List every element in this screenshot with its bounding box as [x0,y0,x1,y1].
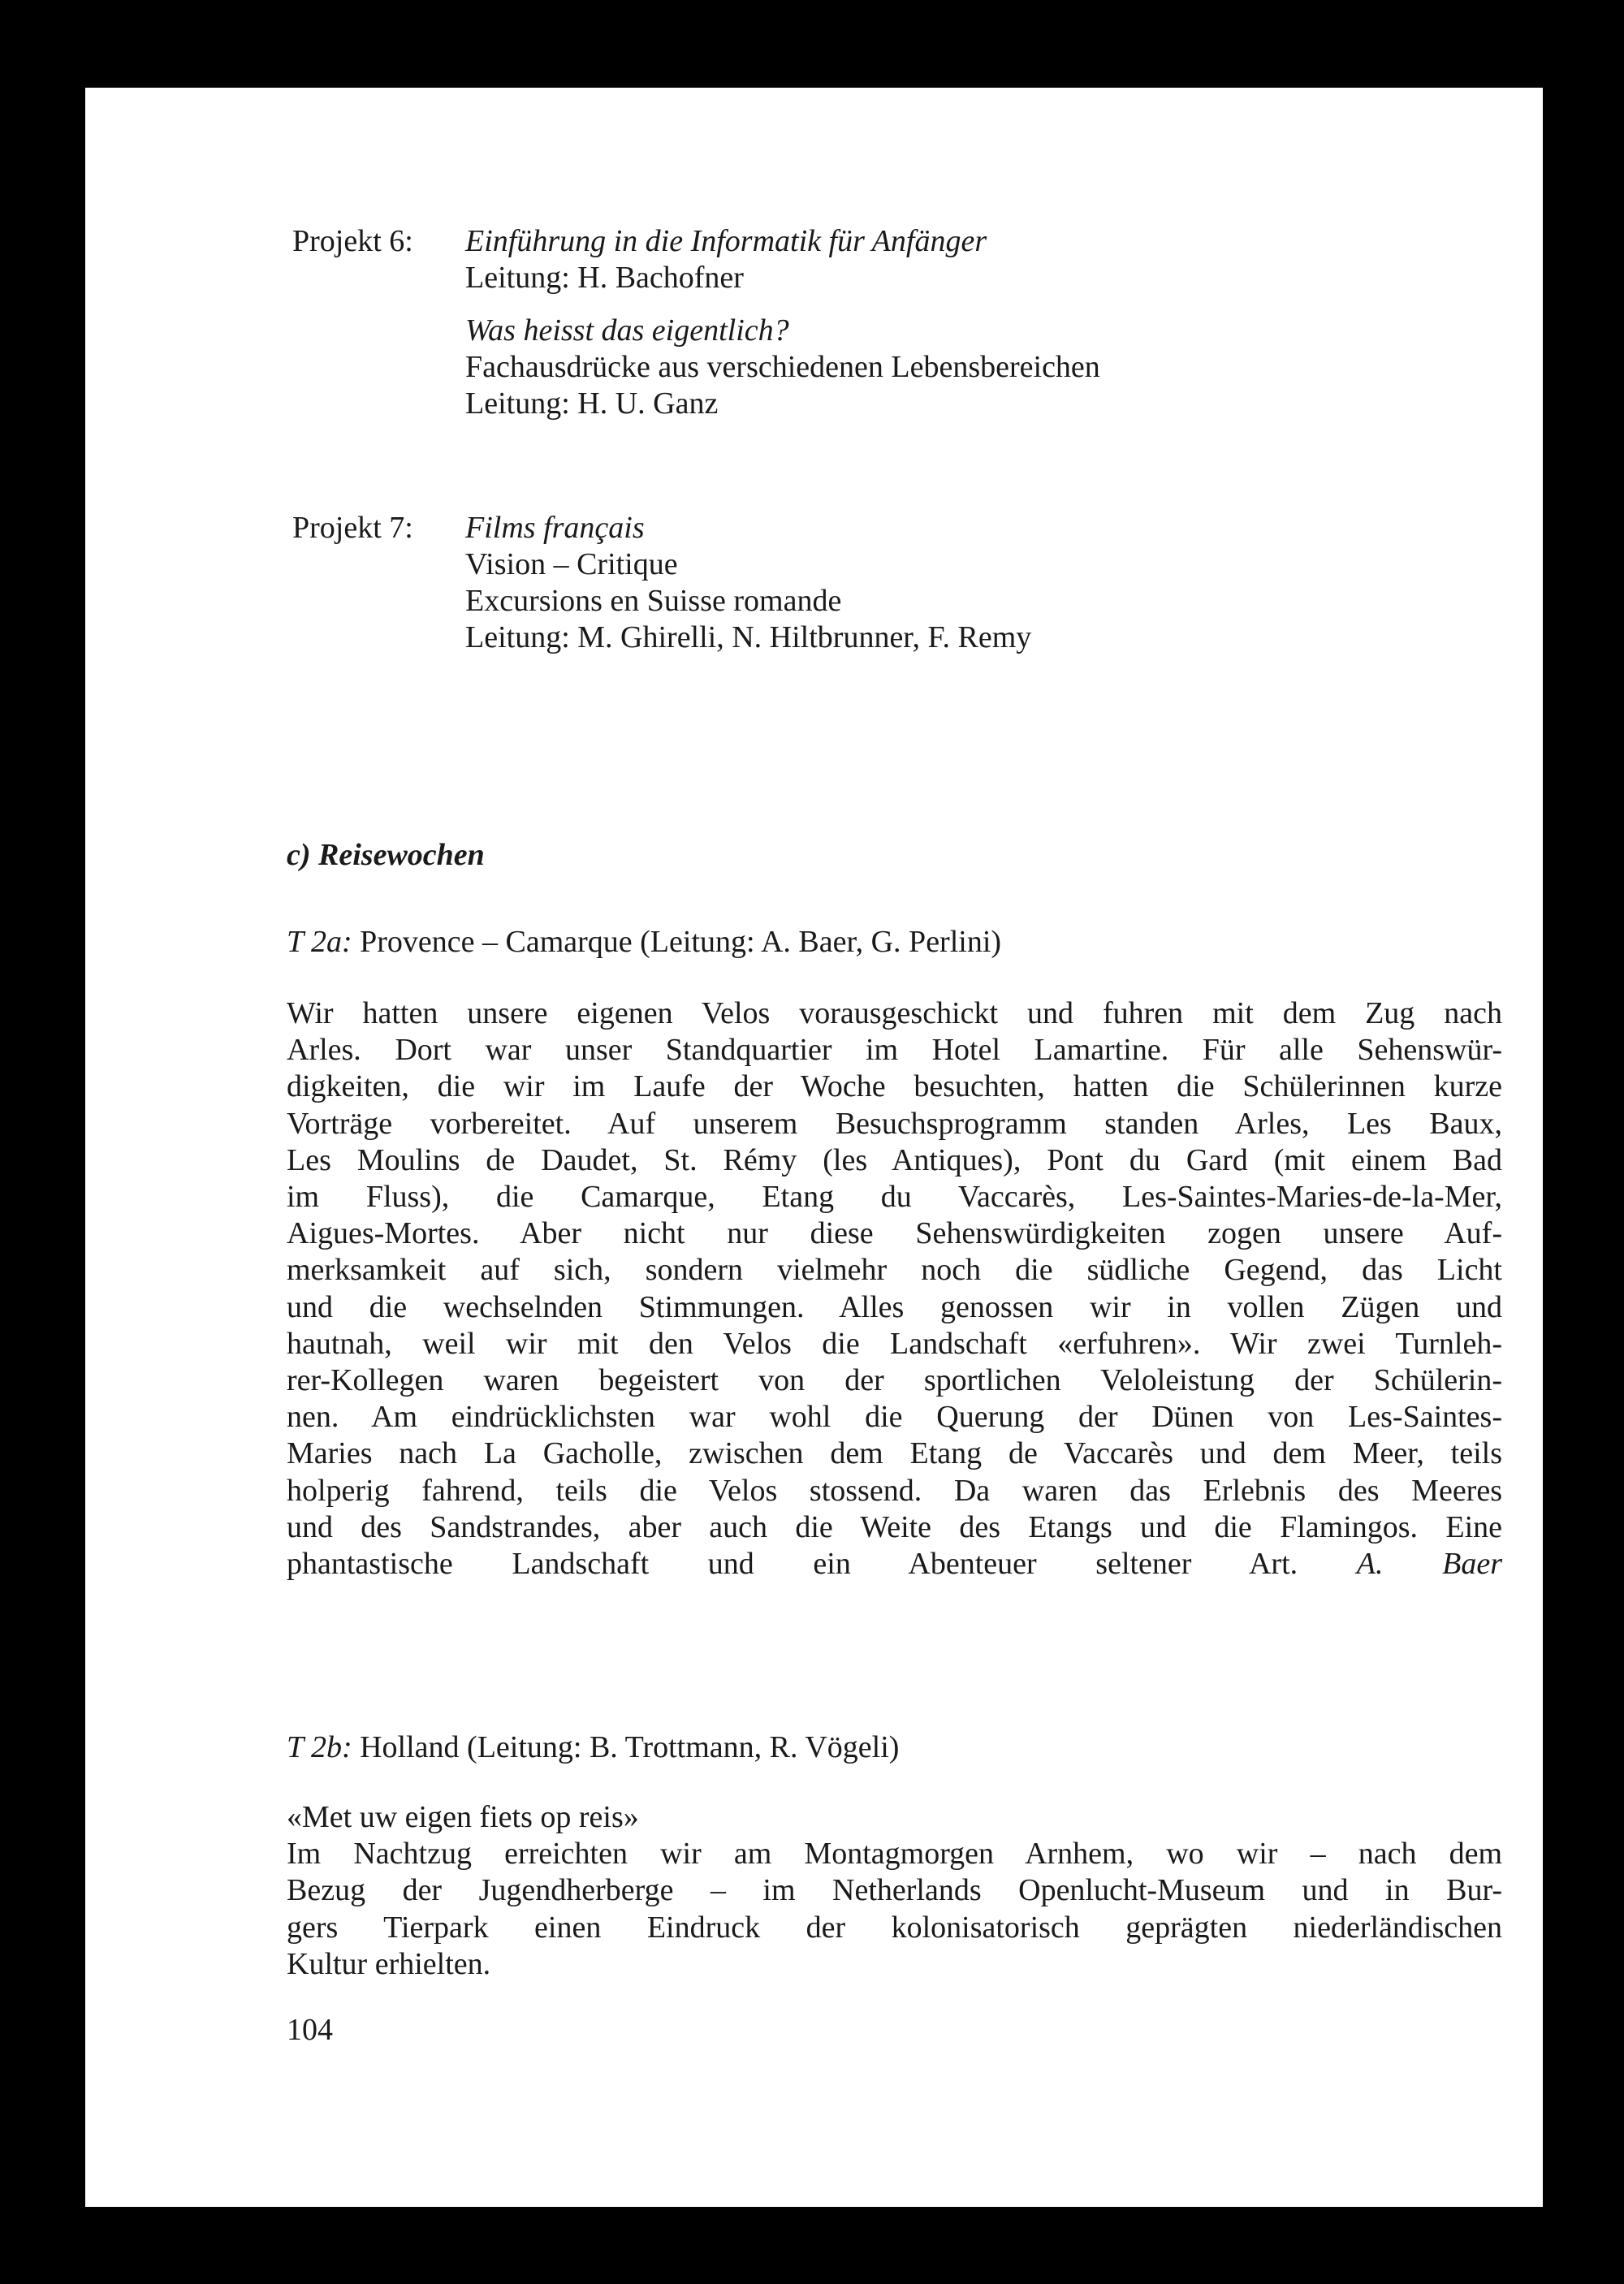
document-page [85,88,1543,2207]
text-line: Kultur erhielten. [287,1946,491,1981]
text-line: holperig fahrend, teils die Velos stossend. Da waren das Erlebnis des Meeres [287,1473,1502,1508]
text-line: Vorträge vorbereitet. Auf unserem Besuchsprogramm standen Arles, Les Baux, [287,1106,1502,1141]
project-label: Projekt 7: [292,511,413,545]
trip-title: Holland (Leitung: B. Trottmann, R. Vögeli) [360,1730,900,1764]
text-line: und die wechselnden Stimmungen. Alles genossen wir in vollen Zügen und [287,1289,1502,1324]
text-line: nen. Am eindrücklichsten war wohl die Querung der Dünen von Les-Saintes- [287,1400,1502,1435]
project-title: Was heisst das eigentlich? [465,313,789,348]
project-body [465,223,1277,422]
project-title: Films français [465,511,645,545]
text-line: gers Tierpark einen Eindruck der kolonisatorisch geprägten niederländischen [287,1910,1502,1945]
trip-title: Provence – Camarque (Leitung: A. Baer, G. Perlini) [360,925,1002,959]
project-label: Projekt 6: [292,224,413,258]
text-line-end: phantastische Landschaft und ein Abenteuer seltener Art. [287,1547,1298,1582]
text-line: im Fluss), die Camarque, Etang du Vaccarès, Les-Saintes-Maries-de-la-Mer, [287,1180,1502,1215]
project-leader: Leitung: H. U. Ganz [465,386,719,421]
project-body [465,510,1277,656]
trip-code: T 2a: [287,925,352,959]
text-line-with-signature [287,1546,1502,1582]
project-description: Fachausdrücke aus verschiedenen Lebensbereichen [465,350,1100,384]
project-leader: Leitung: M. Ghirelli, N. Hiltbrunner, F. Remy [465,620,1032,654]
page-number: 104 [287,2013,333,2047]
project-description: Excursions en Suisse romande [465,584,842,618]
trip-quote: «Met uw eigen fiets op reis» [287,1800,639,1834]
trip-code: T 2b: [287,1730,352,1764]
text-line: Maries nach La Gacholle, zwischen dem Etang de Vaccarès und dem Meer, teils [287,1436,1502,1471]
text-line: Wir hatten unsere eigenen Velos vorausgeschickt und fuhren mit dem Zug nach [287,996,1502,1030]
text-line: Arles. Dort war unser Standquartier im Hotel Lamartine. Für alle Sehenswür- [287,1033,1502,1068]
text-line: merksamkeit auf sich, sondern vielmehr noch die südliche Gegend, das Licht [287,1253,1502,1288]
text-line: und des Sandstrandes, aber auch die Weite des Etangs und die Flamingos. Eine [287,1509,1502,1544]
author-signature: A. Baer [1356,1547,1502,1582]
project-description: Vision – Critique [465,547,678,581]
text-line: rer-Kollegen waren begeistert von der sportlichen Veloleistung der Schülerin- [287,1363,1502,1398]
text-line: Aigues-Mortes. Aber nicht nur diese Sehenswürdigkeiten zogen unsere Auf- [287,1216,1502,1251]
trip-heading [287,924,1001,961]
text-line: Les Moulins de Daudet, St. Rémy (les Antiques), Pont du Gard (mit einem Bad [287,1142,1502,1177]
text-line: Bezug der Jugendherberge – im Netherlands Openlucht-Museum und in Bur- [287,1873,1502,1908]
text-line: hautnah, weil wir mit den Velos die Landschaft «erfuhren». Wir zwei Turnleh- [287,1326,1502,1361]
trip-report [287,995,1502,1582]
section-heading: c) Reisewochen [287,838,485,872]
trip-report [287,1799,1502,1983]
project-title: Einführung in die Informatik für Anfänger [465,224,987,258]
text-line: Im Nachtzug erreichten wir am Montagmorgen Arnhem, wo wir – nach dem [287,1837,1502,1872]
project-leader: Leitung: H. Bachofner [465,261,744,295]
text-line: digkeiten, die wir im Laufe der Woche besuchten, hatten die Schülerinnen kurze [287,1069,1502,1104]
trip-heading [287,1729,899,1766]
